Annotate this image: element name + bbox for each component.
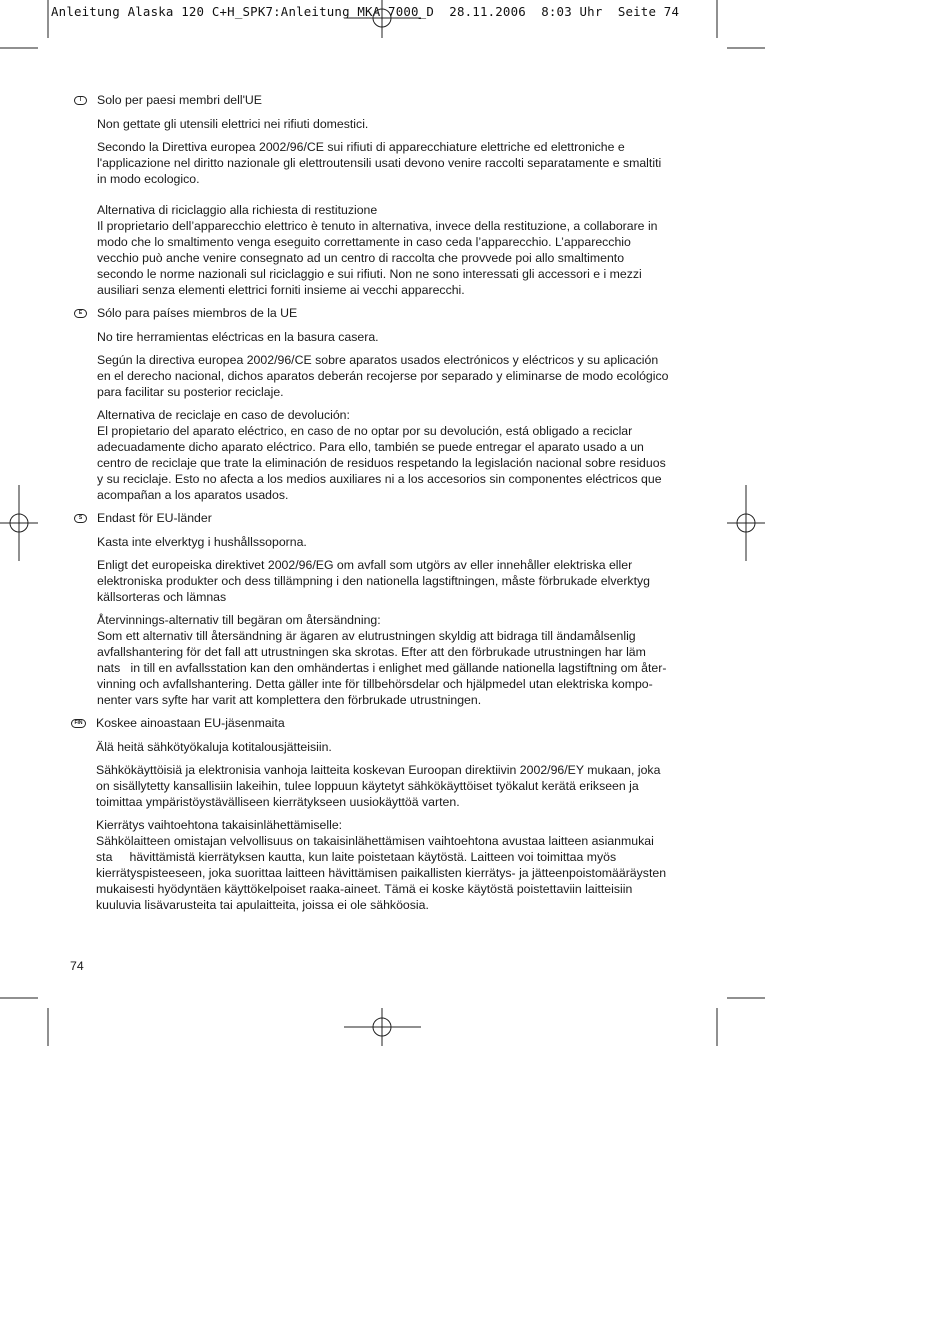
text-line: secondo le norme nazionali sul riciclaggio e sui rifiuti. Non ne sono interessati gli accessori e i mezzi xyxy=(97,267,642,281)
paragraph xyxy=(97,139,697,187)
country-code-badge: FIN xyxy=(71,719,86,728)
paragraph xyxy=(97,612,697,708)
text-line: avfallshantering för det fall att utrustningen ska skrotas. Efter att den förbrukade utrustningen har läm xyxy=(97,645,646,659)
text-line: in modo ecologico. xyxy=(97,172,200,186)
text-line: El propietario del aparato eléctrico, en caso de no optar por su devolución, está obligado a reciclar xyxy=(97,424,633,438)
printer-slug-line: Anleitung Alaska 120 C+H_SPK7:Anleitung MKA 7000_D 28.11.2006 8:03 Uhr Seite 74 xyxy=(51,4,680,19)
text-line: nats in till en avfallsstation kan den omhändertas i enlighet med gällande nationella lagstiftning om åter- xyxy=(97,661,667,675)
paragraph xyxy=(96,817,697,913)
text-line: acompañan a los aparatos usados. xyxy=(97,488,289,502)
country-code-badge: E xyxy=(74,309,87,318)
section-title: Endast för EU-länder xyxy=(97,511,212,525)
paragraph xyxy=(97,407,697,503)
text-line: Non gettate gli utensili elettrici nei rifiuti domestici. xyxy=(97,117,369,131)
paragraph xyxy=(97,329,697,345)
text-line: Sähkökäyttöisiä ja elektronisia vanhoja laitteita koskevan Euroopan direktiivin 2002/96/EY mukaan, joka xyxy=(96,763,661,777)
text-line: mukaisesti hyödyntäen käyttökelpoiset raaka-aineet. Tämä ei koske käytöstä poistettaviin laitteisiin xyxy=(96,882,633,896)
text-line: källsorteras och lämnas xyxy=(97,590,227,604)
text-line: Alternativa de reciclaje en caso de devolución: xyxy=(97,408,350,422)
paragraph xyxy=(96,739,697,755)
paragraph xyxy=(97,352,697,400)
text-line: nenter vars syfte har varit att komplettera den förbrukade utrustningen. xyxy=(97,693,482,707)
section-heading xyxy=(78,510,697,526)
paragraph xyxy=(96,762,697,810)
section-finnish xyxy=(74,715,697,913)
text-line: Sähkölaitteen omistajan velvollisuus on takaisinlähettämisen vaihtoehtona avustaa laitteen asianmukai xyxy=(96,834,654,848)
section-heading xyxy=(74,715,697,731)
paragraph xyxy=(97,557,697,605)
section-swedish xyxy=(78,510,697,708)
text-line: Il proprietario dell’apparecchio elettrico è tenuto in alternativa, invece della restituzione, a collaborare in xyxy=(97,219,658,233)
country-code-badge: I xyxy=(74,96,87,105)
text-line: elektroniska produkter och dess tillämpning i den nationella lagstiftningen, måste förbrukade elverktyg xyxy=(97,574,650,588)
text-line: Alternativa di riciclaggio alla richiesta di restituzione xyxy=(97,203,378,217)
text-line: Kasta inte elverktyg i hushållssoporna. xyxy=(97,535,307,549)
text-line: adecuadamente dicho aparato eléctrico. Para ello, también se puede entregar el aparato usado a un xyxy=(97,440,644,454)
section-title: Koskee ainoastaan EU-jäsenmaita xyxy=(96,716,285,730)
text-line: modo che lo smaltimento venga eseguito correttamente in caso ceda l’apparecchio. L’apparecchio xyxy=(97,235,631,249)
text-line: toimittaa ympäristöystävälliseen kierrätykseen uusiokäyttöä varten. xyxy=(96,795,460,809)
text-line: Según la directiva europea 2002/96/CE sobre aparatos usados electrónicos y eléctricos y su aplicación xyxy=(97,353,659,367)
page-number: 74 xyxy=(70,959,84,973)
section-heading xyxy=(79,92,697,108)
section-title: Solo per paesi membri dell'UE xyxy=(97,93,263,107)
text-line: Älä heitä sähkötyökaluja kotitalousjätteisiin. xyxy=(96,740,332,754)
paragraph xyxy=(97,534,697,550)
text-line: vecchio può anche venire consegnato ad un centro di raccolta che provvede poi allo smaltimento xyxy=(97,251,625,265)
text-line: kierrätyspisteeseen, joka suorittaa laitteen hävittämisen paikallisten kierrätys- ja jätteenpoistomääräysten xyxy=(96,866,667,880)
text-line: on sisällytetty kansallisiin lakeihin, tulee loppuun käytetyt sähkökäyttöiset työkalut kerätä erikseen ja xyxy=(96,779,639,793)
text-line: para facilitar su posterior reciclaje. xyxy=(97,385,284,399)
section-heading xyxy=(78,305,697,321)
text-line: Kierrätys vaihtoehtona takaisinlähettämiselle: xyxy=(96,818,343,832)
text-line: vinning och avfallshantering. Detta gäller inte för tillbehörsdelar och hjälpmedel utan elektriska kompo- xyxy=(97,677,653,691)
section-title: Sólo para países miembros de la UE xyxy=(97,306,298,320)
text-line: kuuluvia lisävarusteita tai apulaitteita, joissa ei ole sähköosia. xyxy=(96,898,429,912)
text-line: en el derecho nacional, dichos aparatos deberán recojerse por separado y eliminarse de modo ecológico xyxy=(97,369,669,383)
text-line: No tire herramientas eléctricas en la basura casera. xyxy=(97,330,379,344)
text-line: l'applicazione nel diritto nazionale gli elettroutensili usati devono venire raccolti separatamente e smaltiti xyxy=(97,156,662,170)
text-line: Secondo la Direttiva europea 2002/96/CE sui rifiuti di apparecchiature elettriche ed elettroniche e xyxy=(97,140,625,154)
section-italian xyxy=(79,92,697,298)
country-code-badge: S xyxy=(74,514,87,523)
paragraph xyxy=(97,116,697,132)
section-spanish xyxy=(78,305,697,503)
text-line: Återvinnings-alternativ till begäran om återsändning: xyxy=(97,613,381,627)
document-body xyxy=(74,92,697,920)
text-line: centro de reciclaje que trate la eliminación de residuos respetando la legislación nacional sobre residuos xyxy=(97,456,666,470)
text-line: Enligt det europeiska direktivet 2002/96/EG om avfall som utgörs av eller innehåller elektriska eller xyxy=(97,558,633,572)
text-line: y su reciclaje. Esto no afecta a los medios auxiliares ni a los accesorios sin componentes eléctricos que xyxy=(97,472,662,486)
paragraph xyxy=(97,202,697,298)
text-line: Som ett alternativ till återsändning är ägaren av elutrustningen skyldig att bidraga till ändamålsenlig xyxy=(97,629,636,643)
text-line: ausiliari senza elementi elettrici forniti insieme ai vecchi apparecchi. xyxy=(97,283,465,297)
text-line: sta hävittämistä kierrätyksen kautta, kun laite poistetaan käytöstä. Laitteen voi toimittaa myös xyxy=(96,850,617,864)
